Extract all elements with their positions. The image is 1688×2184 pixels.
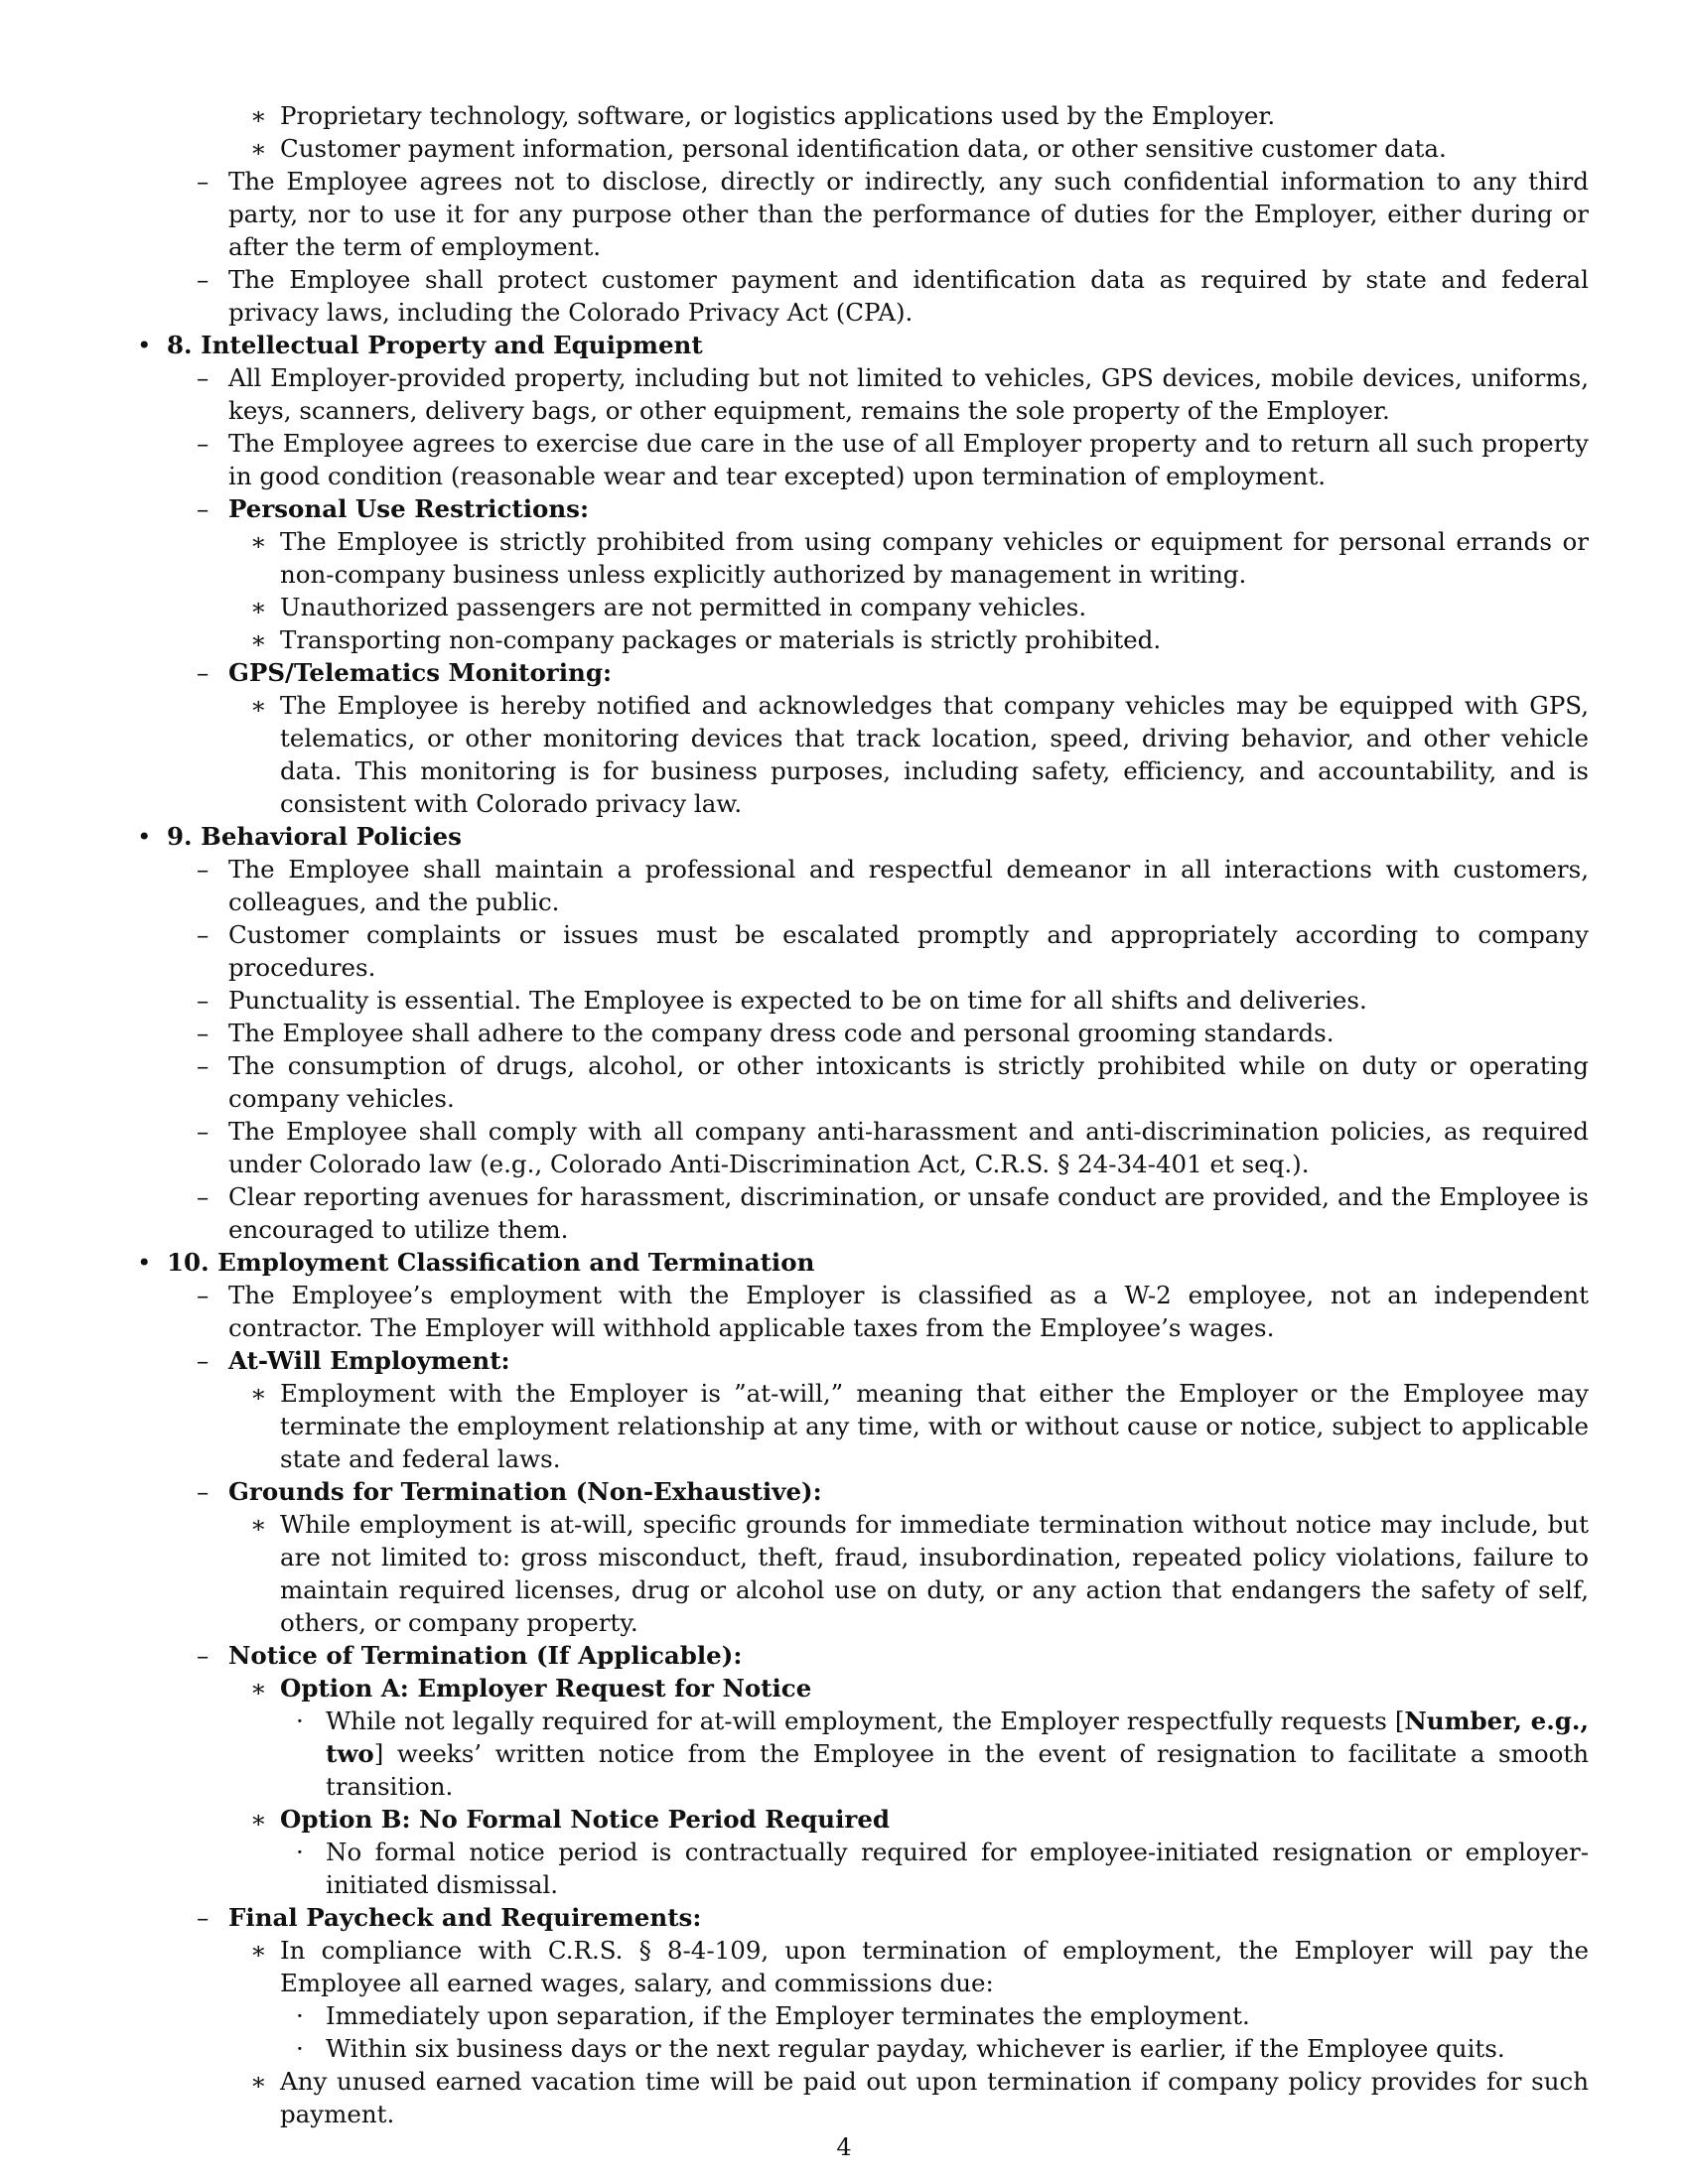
dash-marker: – bbox=[197, 167, 210, 196]
list-item: – All Employer-provided property, including but not limited to vehicles, GPS devices, mobile devices, uniforms, keys, scanners, delivery bags, or other equipment, remains the sole property of the Employer. bbox=[197, 363, 1589, 425]
dot-marker: · bbox=[296, 2001, 304, 2030]
list-item: ∗ In compliance with C.R.S. § 8-4-109, upon termination of employment, the Employer will pay the Employee all earned wages, salary, and commissions due: bbox=[250, 1936, 1589, 1997]
dash-marker: – bbox=[197, 1281, 210, 1309]
star-marker: ∗ bbox=[250, 527, 267, 556]
option-heading: ∗ Option A: Employer Request for Notice bbox=[250, 1674, 812, 1703]
list-item: – The Employee agrees to exercise due care in the use of all Employer property and to return all such property in good condition (reasonable wear and tear excepted) upon termination of employment. bbox=[197, 429, 1589, 490]
star-marker: ∗ bbox=[250, 1510, 267, 1539]
list-item: ∗ Unauthorized passengers are not permitted in company vehicles. bbox=[250, 593, 1087, 621]
subsection-heading: – Notice of Termination (If Applicable): bbox=[197, 1641, 743, 1670]
list-item: ∗ The Employee is hereby notified and acknowledges that company vehicles may be equipped with GPS, telematics, or other monitoring devices that track location, speed, driving behavior, and other vehicle data. This monitoring is for business purposes, including safety, efficiency, and accountability, and is consistent with Colorado privacy law. bbox=[250, 691, 1589, 818]
star-marker: ∗ bbox=[250, 1805, 267, 1834]
list-item: – Clear reporting avenues for harassment, discrimination, or unsafe conduct are provided, and the Employee is encouraged to utilize them. bbox=[197, 1182, 1589, 1244]
dash-marker: – bbox=[197, 363, 210, 392]
dash-marker: – bbox=[197, 1019, 210, 1047]
page-number: 4 bbox=[836, 2133, 852, 2161]
dash-marker: – bbox=[197, 265, 210, 294]
dash-marker: – bbox=[197, 658, 210, 687]
subsection-heading: – Grounds for Termination (Non-Exhaustive): bbox=[197, 1477, 822, 1506]
star-marker: ∗ bbox=[250, 625, 267, 654]
list-item: – The Employee agrees not to disclose, directly or indirectly, any such confidential information to any third party, nor to use it for any purpose other than the performance of duties for the Employer, either during or after the term of employment. bbox=[197, 167, 1589, 261]
dash-marker: – bbox=[197, 1477, 210, 1506]
list-item: ∗ While employment is at-will, specific grounds for immediate termination without notice may include, but are not limited to: gross misconduct, theft, fraud, insubordination, repeated policy violations, failure to maintain required licenses, drug or alcohol use on duty, or any action that endangers the safety of self, others, or company property. bbox=[250, 1510, 1589, 1637]
list-item: ∗ Employment with the Employer is ”at-will,” meaning that either the Employer or the Employee may terminate the employment relationship at any time, with or without cause or notice, subject to applicable state and federal laws. bbox=[250, 1379, 1589, 1473]
section-heading: • 9. Behavioral Policies bbox=[137, 822, 462, 851]
section-heading: • 10. Employment Classification and Termination bbox=[137, 1248, 815, 1277]
list-item: – The Employee shall comply with all company anti-harassment and anti-discrimination policies, as required under Colorado law (e.g., Colorado Anti-Discrimination Act, C.R.S. § 24-34-401 et seq.). bbox=[197, 1117, 1589, 1178]
star-marker: ∗ bbox=[250, 1674, 267, 1703]
dash-marker: – bbox=[197, 855, 210, 884]
dash-marker: – bbox=[197, 1641, 210, 1670]
list-item: ∗ Customer payment information, personal identification data, or other sensitive customer data. bbox=[250, 134, 1447, 163]
list-item: ∗ The Employee is strictly prohibited from using company vehicles or equipment for personal errands or non-company business unless explicitly authorized by management in writing. bbox=[250, 527, 1589, 589]
list-item: – The Employee’s employment with the Employer is classified as a W-2 employee, not an independent contractor. The Employer will withhold applicable taxes from the Employee’s wages. bbox=[197, 1281, 1589, 1342]
list-item: ∗ Proprietary technology, software, or logistics applications used by the Employer. bbox=[250, 101, 1276, 130]
star-marker: ∗ bbox=[250, 593, 267, 621]
dash-marker: – bbox=[197, 1117, 210, 1146]
dash-marker: – bbox=[197, 986, 210, 1015]
section-heading: • 8. Intellectual Property and Equipment bbox=[137, 331, 703, 359]
star-marker: ∗ bbox=[250, 1379, 267, 1408]
list-item: ∗ Transporting non-company packages or materials is strictly prohibited. bbox=[250, 625, 1162, 654]
list-item: · Immediately upon separation, if the Employer terminates the employment. bbox=[296, 2001, 1250, 2030]
list-item: – The consumption of drugs, alcohol, or other intoxicants is strictly prohibited while on duty or operating company vehicles. bbox=[197, 1051, 1589, 1113]
dot-marker: · bbox=[296, 1706, 304, 1735]
star-marker: ∗ bbox=[250, 134, 267, 163]
list-item: ∗ Any unused earned vacation time will be paid out upon termination if company policy provides for such payment. bbox=[250, 2067, 1589, 2128]
dash-marker: – bbox=[197, 1051, 210, 1080]
star-marker: ∗ bbox=[250, 101, 267, 130]
subsection-heading: – Personal Use Restrictions: bbox=[197, 494, 590, 523]
list-item: · No formal notice period is contractually required for employee-initiated resignation or employer-initiated dismissal. bbox=[296, 1838, 1589, 1899]
subsection-heading: – At-Will Employment: bbox=[197, 1346, 510, 1375]
list-item: · While not legally required for at-will employment, the Employer respectfully requests [Number, e.g., two] weeks’ written notice from the Employee in the event of resignation to facilitate a smooth transition. bbox=[296, 1706, 1589, 1801]
dash-marker: – bbox=[197, 1903, 210, 1932]
subsection-heading: – GPS/Telematics Monitoring: bbox=[197, 658, 612, 687]
list-item: – The Employee shall protect customer payment and identification data as required by state and federal privacy laws, including the Colorado Privacy Act (CPA). bbox=[197, 265, 1589, 327]
document-body bbox=[129, 99, 1589, 2130]
star-marker: ∗ bbox=[250, 1936, 267, 1965]
bullet-marker: • bbox=[137, 822, 152, 851]
star-marker: ∗ bbox=[250, 691, 267, 720]
star-marker: ∗ bbox=[250, 2067, 267, 2096]
dash-marker: – bbox=[197, 1182, 210, 1211]
list-item: – The Employee shall adhere to the company dress code and personal grooming standards. bbox=[197, 1019, 1335, 1047]
bullet-marker: • bbox=[137, 1248, 152, 1277]
list-item: – The Employee shall maintain a professional and respectful demeanor in all interactions with customers, colleagues, and the public. bbox=[197, 855, 1589, 916]
list-item: · Within six business days or the next regular payday, whichever is earlier, if the Employee quits. bbox=[296, 2034, 1505, 2063]
dash-marker: – bbox=[197, 494, 210, 523]
list-item: – Punctuality is essential. The Employee is expected to be on time for all shifts and deliveries. bbox=[197, 986, 1367, 1015]
option-heading: ∗ Option B: No Formal Notice Period Required bbox=[250, 1805, 891, 1834]
dot-marker: · bbox=[296, 1838, 304, 1866]
dash-marker: – bbox=[197, 1346, 210, 1375]
subsection-heading: – Final Paycheck and Requirements: bbox=[197, 1903, 702, 1932]
bullet-marker: • bbox=[137, 331, 152, 359]
dot-marker: · bbox=[296, 2034, 304, 2063]
dash-marker: – bbox=[197, 429, 210, 458]
dash-marker: – bbox=[197, 920, 210, 949]
list-item: – Customer complaints or issues must be escalated promptly and appropriately according to company procedures. bbox=[197, 920, 1589, 982]
